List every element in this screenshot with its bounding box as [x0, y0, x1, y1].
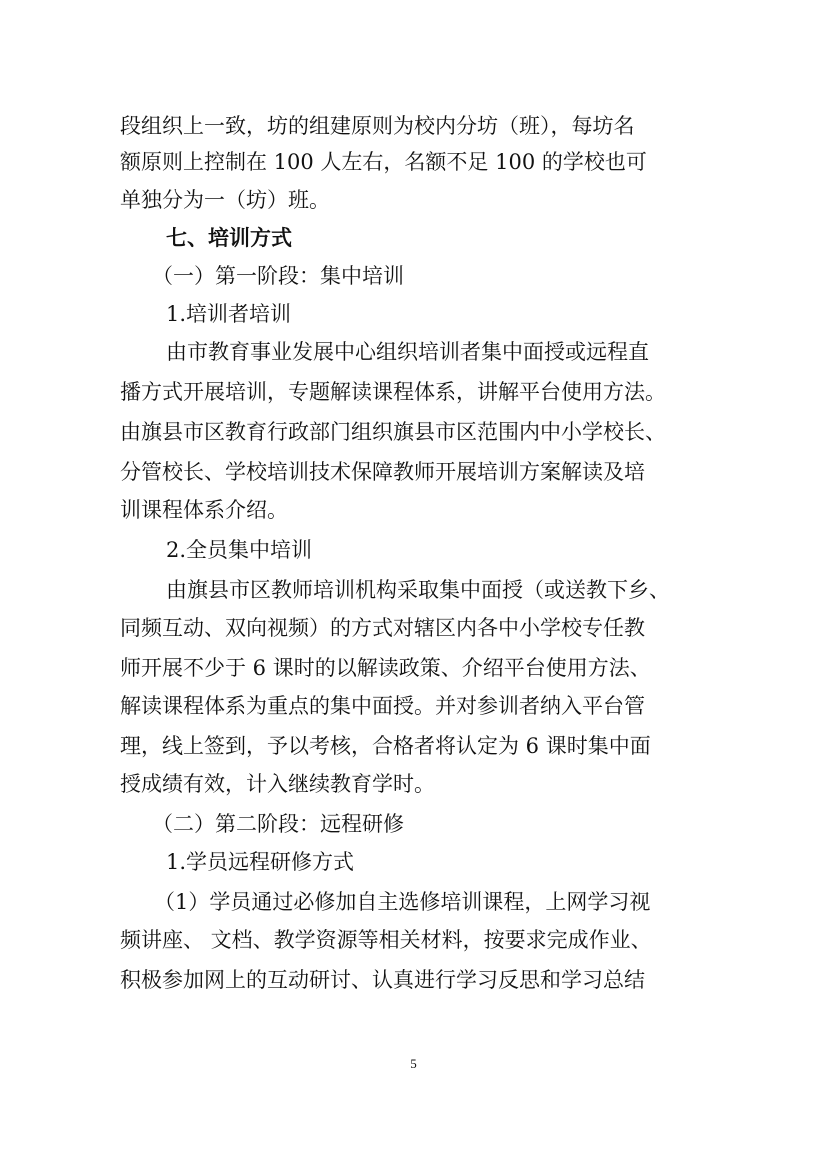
body-text-line: 训课程体系介绍。 — [120, 498, 288, 522]
body-text-line: 解读课程体系为重点的集中面授。并对参训者纳入平台管 — [120, 694, 645, 718]
body-text-line: 师开展不少于 6 课时的以解读政策、介绍平台使用方法、 — [120, 656, 651, 680]
subsection-heading: （二）第二阶段：远程研修 — [152, 812, 404, 836]
item-heading: 1.学员远程研修方式 — [166, 850, 355, 874]
body-text-line: 段组织上一致，坊的组建原则为校内分坊（班），每坊名 — [120, 114, 635, 138]
body-text-line: 播方式开展培训，专题解读课程体系，讲解平台使用方法。 — [120, 380, 666, 404]
body-text-line: 分管校长、学校培训技术保障教师开展培训方案解读及培 — [120, 460, 645, 484]
body-text-line: 由市教育事业发展中心组织培训者集中面授或远程直 — [166, 340, 649, 364]
page-number: 5 — [410, 1056, 417, 1071]
body-text-line: 授成绩有效，计入继续教育学时。 — [120, 772, 435, 796]
body-text-line: 积极参加网上的互动研讨、认真进行学习反思和学习总结 — [120, 968, 645, 992]
subsection-heading: （一）第一阶段：集中培训 — [152, 264, 404, 288]
body-text-line: 单独分为一（坊）班。 — [120, 188, 330, 212]
body-text-line: （1）学员通过必修加自主选修培训课程，上网学习视 — [154, 890, 651, 914]
body-text-line: 频讲座、 文档、教学资源等相关材料，按要求完成作业、 — [120, 928, 652, 952]
body-text-line: 由旗县市区教师培训机构采取集中面授（或送教下乡、 — [166, 578, 670, 602]
item-heading: 1.培训者培训 — [166, 302, 292, 326]
body-text-line: 同频互动、双向视频）的方式对辖区内各中小学校专任教 — [120, 616, 645, 640]
body-text-line: 由旗县市区教育行政部门组织旗县市区范围内中小学校长、 — [120, 420, 666, 444]
body-text-line: 额原则上控制在 100 人左右，名额不足 100 的学校也可 — [120, 150, 647, 174]
body-text-line: 理，线上签到，予以考核，合格者将认定为 6 课时集中面 — [120, 734, 651, 758]
item-heading: 2.全员集中培训 — [166, 538, 313, 562]
section-heading: 七、培训方式 — [166, 226, 292, 250]
